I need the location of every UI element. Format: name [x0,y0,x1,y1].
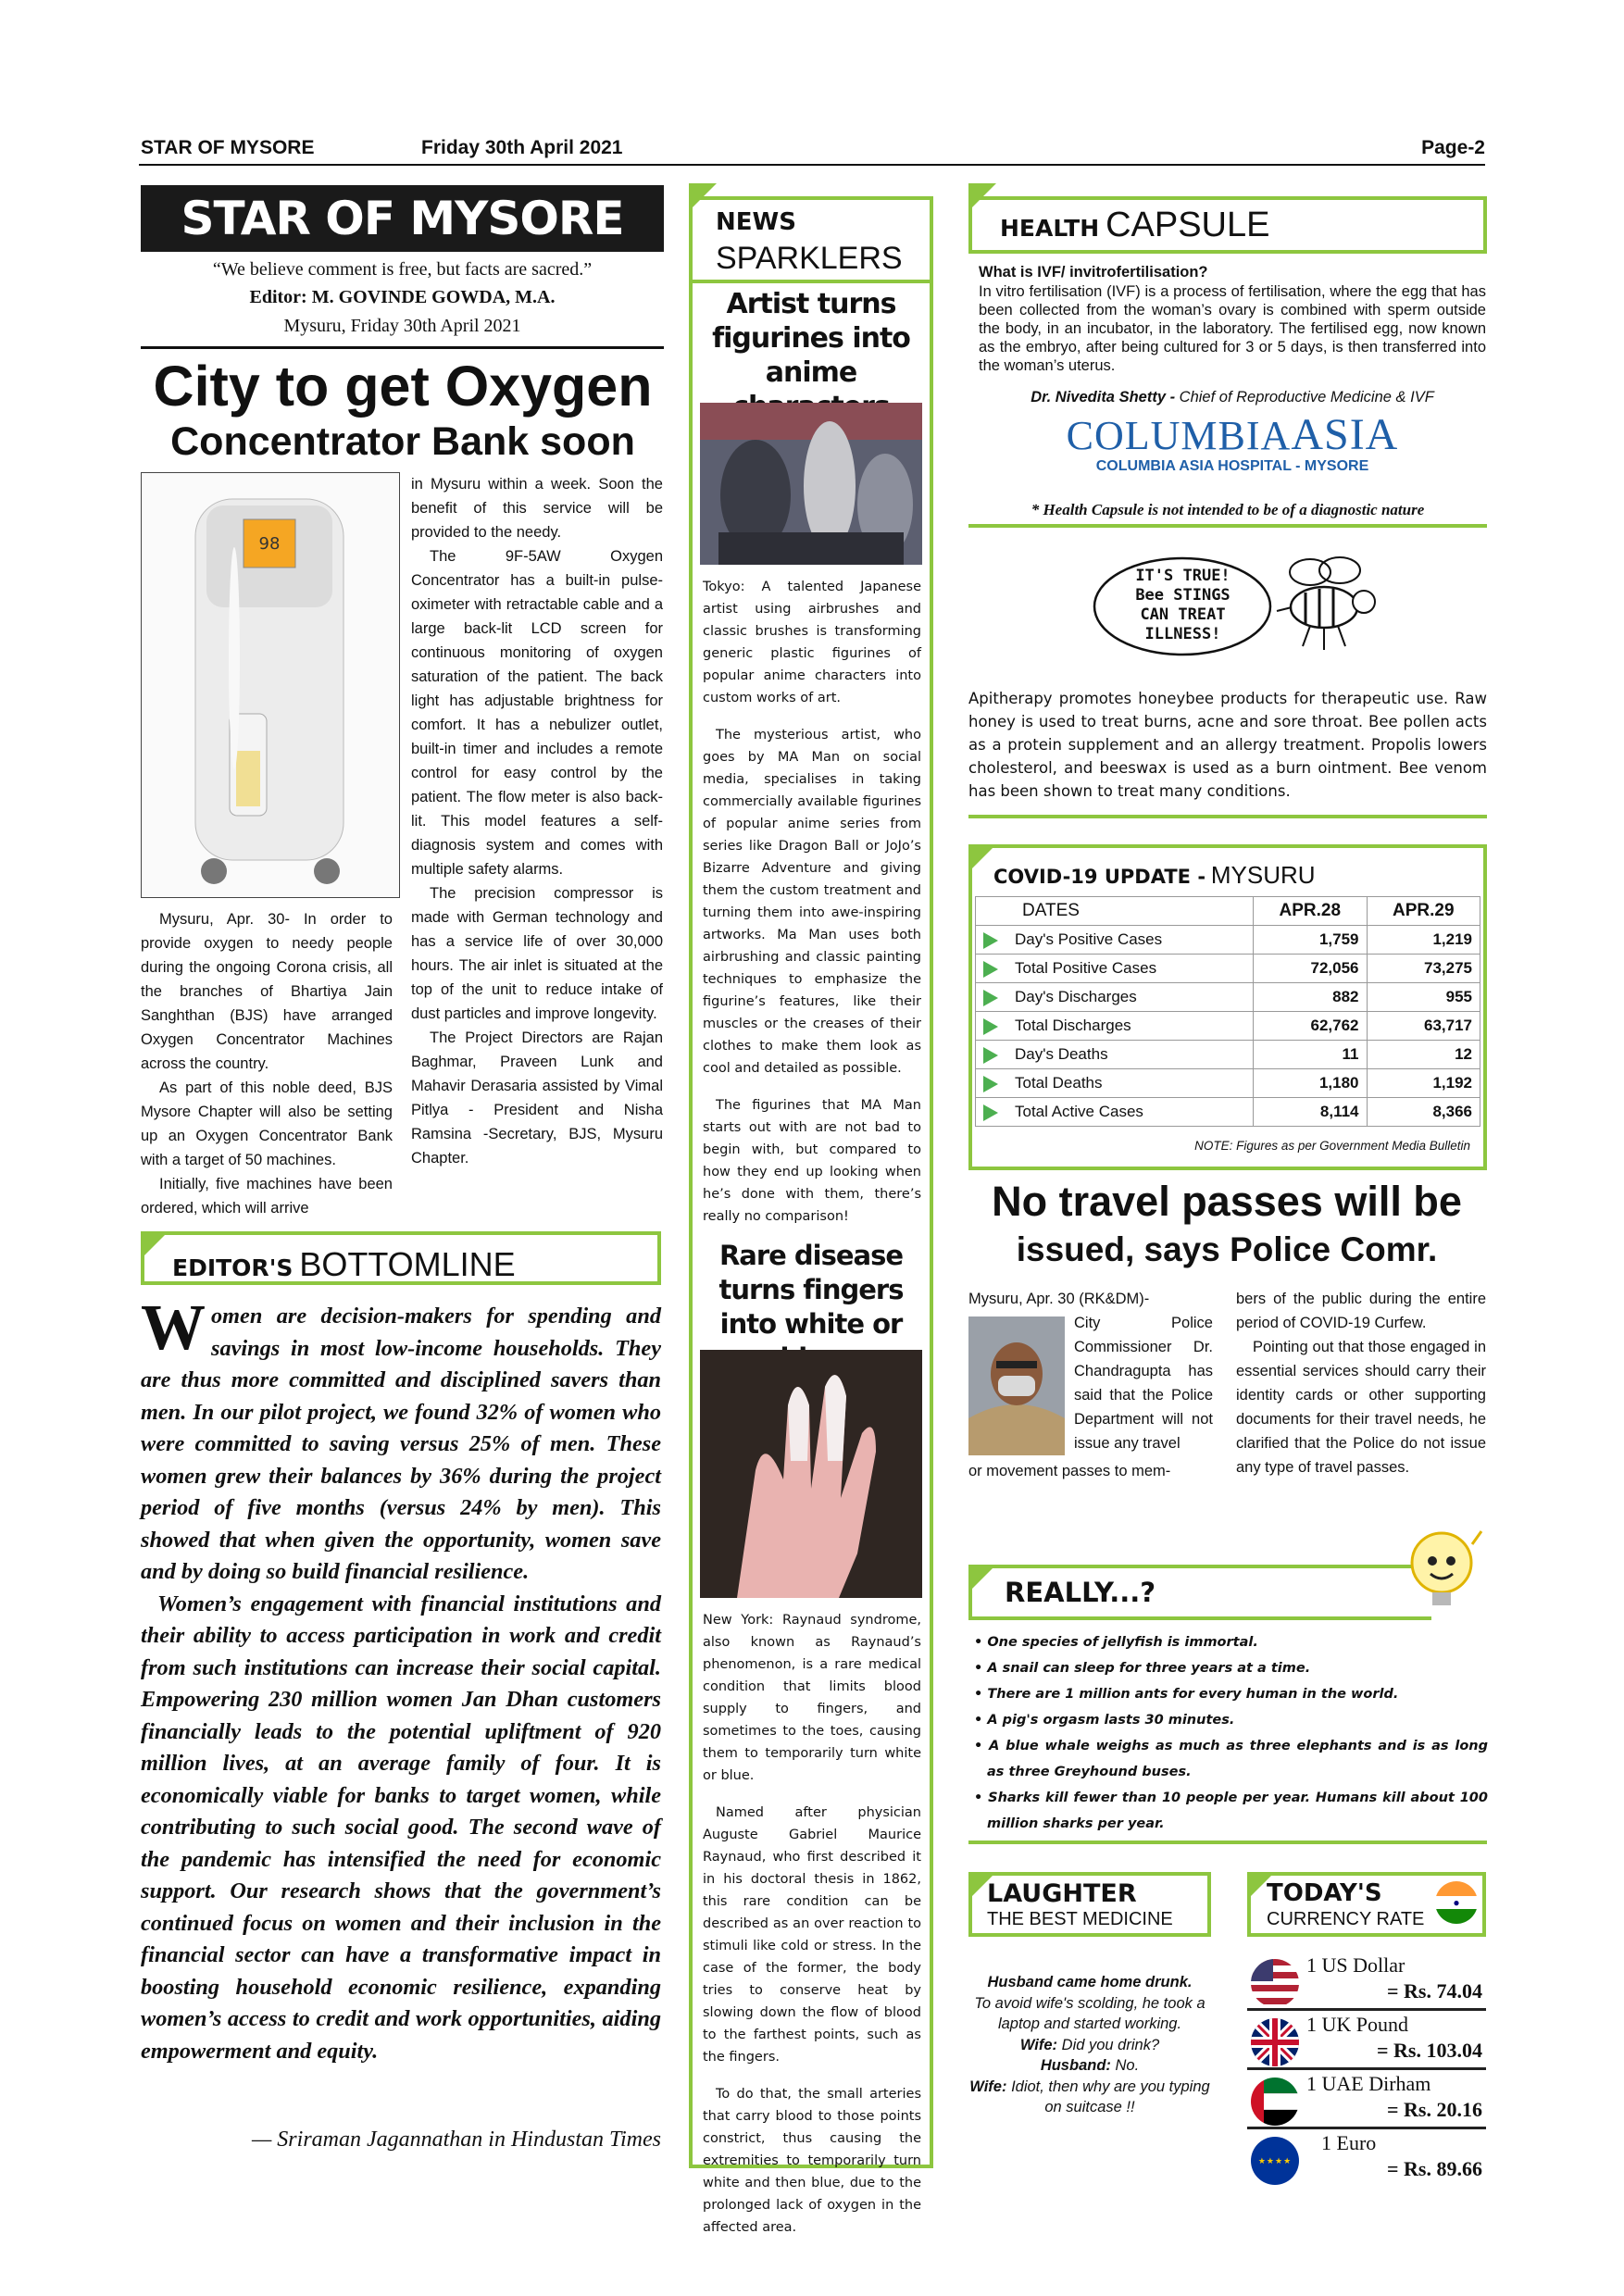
masthead-title: STAR OF MYSORE [141,185,664,252]
currency-row [1247,1952,1486,2011]
travel-subheadline: issued, says Police Comr. [1016,1230,1438,1268]
arrow-icon [983,961,998,978]
story2-para: Named after physician Auguste Gabriel Maurice Raynaud, who first described it in his doctoral thesis in 1862, this rare condition can be described as an over reaction to stimuli like cold or stress. In the case of the former, the body tries to conserve heat by slowing down the flow of blood to the farthest points, such as the fingers. [703,1805,921,2065]
story1-para: The figurines that MA Man starts out with are not bad to begin with, but compared to how they end up looking when he’s done with them, there’s really no comparison! [703,1098,921,1224]
oxygen-para: Initially, five machines have been ordered, which will arrive [141,1176,393,1217]
story2-para: To do that, the small arteries that carry blood to those points constrict, thus causing the extremities to temporarily turn white and then blue, due to the prolonged lack of oxygen in the affected area. [703,2087,921,2235]
travel-wrap-text: City Police Commissioner Dr. Chandragupta has said that the Police Department will not issue any travel [1074,1315,1213,1452]
police-commissioner-photo [968,1316,1065,1455]
bee-bottom-rule [968,815,1487,818]
travel-headline: No travel passes will be [992,1178,1462,1225]
bee-text: Apitherapy promotes honeybee products for therapeutic use. Raw honey is used to treat burns, acne and sore throat. Bee pollen acts as a protein supplement and an allergy treatment. Propolis lowers cholesterol, and beeswax is used as a burn ointment. Bee venom has been shown to treat many conditions. [968,690,1487,800]
health-doctor [979,389,1486,406]
covid-label [993,861,1316,890]
joke-speaker: Husband: [1040,2057,1111,2074]
header-date: Friday 30th April 2021 [421,137,623,158]
currency-label-bold: TODAY'S [1267,1879,1382,1907]
arrow-icon [983,932,998,949]
joke-line: Idiot, then why are you typing on suitcase !! [1006,2078,1210,2115]
really-bottom-rule [968,1841,1487,1844]
arrow-icon [983,1076,998,1092]
travel-para: Pointing out that those engaged in essential services should carry their identity cards or other supporting documents for their travel needs, he clarified that the Police do not issue any type of travel passes. [1236,1339,1486,1476]
fact-text: A snail can sleep for three years at a time. [987,1661,1311,1676]
list-item: • One species of jellyfish is immortal. [974,1635,1258,1650]
covid-cell: 11 [1254,1041,1368,1069]
currency-value: = Rs. 103.04 [1377,2039,1482,2062]
covid-header-row [976,897,1480,926]
story1-headline: Artist turns figurines into anime [712,288,910,389]
covid-row-label: Day's Deaths [1015,1045,1108,1063]
travel-left-end: or movement passes to mem- [968,1463,1171,1479]
health-answer: In vitro fertilisation (IVF) is a process of fertilisation, where the egg that has been collected from the woman’s ovary is combined with sperm outside the body, in an incubator, in the laboratory. The fertilised egg, now known as the embryo, after being cultured for 3 or 5 days, is then transferred into the woman’s uterus. [979,283,1486,374]
masthead-editor: Editor: M. GOVINDE GOWDA, M.A. [249,287,556,307]
fact-text: A pig's orgasm lasts 30 minutes. [987,1713,1235,1728]
masthead-dateline: Mysuru, Friday 30th April 2021 [283,316,521,336]
covid-cell: 8,366 [1367,1098,1480,1127]
arrow-icon [983,1047,998,1064]
news-label-bold: NEWS [716,208,796,236]
header-rule [139,164,1485,166]
table-row [976,1041,1480,1069]
laughter-label-light: THE BEST MEDICINE [987,1909,1173,1929]
really-flag-corner [968,1565,996,1592]
currency-row [1247,2011,1486,2070]
arrow-icon [983,990,998,1006]
currency-label-light: CURRENCY RATE [1267,1909,1425,1929]
covid-cell: 1,180 [1254,1069,1368,1098]
raynaud-hand-photo [700,1350,922,1598]
editor-label-bold: EDITOR'S [172,1254,294,1281]
device-display-reading: 98 [258,534,281,554]
covid-row-label: Total Deaths [1015,1074,1103,1092]
oxygen-left-column [141,907,393,1220]
fact-text: A blue whale weighs as much as three elephants and is as long as three Greyhound buses. [987,1739,1489,1779]
covid-row-label: Day's Discharges [1015,988,1137,1005]
covid-label-light: MYSURU [1210,861,1316,889]
health-label [1000,206,1269,245]
really-facts-list [974,1629,1488,1837]
bubble-line: CAN TREAT [1140,605,1226,624]
oxygen-right-column [411,472,663,1170]
bee-cartoon-icon [1273,554,1384,655]
covid-header-cell: DATES [976,897,1254,926]
health-flag-corner [968,183,996,211]
hospital-name: COLUMBIA ASIA HOSPITAL - MYSORE [1095,458,1369,474]
currency-row [1247,2070,1486,2129]
fact-text: One species of jellyfish is immortal. [987,1635,1258,1650]
health-bottom-rule [968,524,1487,528]
editor-bottomline-label [172,1245,516,1284]
health-label-light: CAPSULE [1106,206,1270,244]
oxygen-para: in Mysuru within a week. Soon the benefit of this service will be provided to the needy. [411,476,663,541]
editor-dropcap: W [141,1292,206,1364]
joke-line: No. [1110,2057,1140,2074]
covid-cell: 955 [1367,983,1480,1012]
story2-body [703,1609,921,2253]
oxygen-subheadline: Concentrator Bank soon [170,419,635,464]
covid-cell: 73,275 [1367,955,1480,983]
currency-name: 1 UK Pound [1306,2013,1409,2036]
health-disclaimer: * Health Capsule is not intended to be of a diagnostic nature [1031,501,1425,518]
oxygen-headline: City to get Oxygen [153,355,653,418]
covid-cell: 72,056 [1254,955,1368,983]
covid-header-cell: APR.28 [1254,897,1368,926]
currency-row [1247,2129,1486,2189]
currency-value: = Rs. 74.04 [1387,1979,1482,2003]
currency-value: = Rs. 20.16 [1387,2098,1482,2121]
story1-body [703,576,921,1242]
currency-name: 1 Euro [1321,2131,1377,2154]
travel-left-column [968,1287,1213,1483]
travel-intro: Mysuru, Apr. 30 (RK&DM)- [968,1291,1150,1307]
currency-list [1247,1952,1486,2189]
health-label-bold: HEALTH [1000,215,1100,242]
doctor-title: Chief of Reproductive Medicine & IVF [1175,389,1434,406]
logo-word-1: COLUMBIA [1066,413,1292,458]
table-row [976,983,1480,1012]
oxygen-para: Mysuru, Apr. 30- In order to provide oxygen to needy people during the ongoing Corona crisis, all the branches of Bhartiya Jain Sanghthan (BJS) have arranged Oxygen Concentrator Machines across the country. [141,911,393,1072]
oxygen-concentrator-photo [141,472,400,898]
covid-header-cell: APR.29 [1367,897,1480,926]
us-flag-icon [1251,1959,1299,2007]
header-page-number: Page-2 [1421,137,1485,158]
joke-speaker: Wife: [969,2078,1007,2095]
covid-cell: 12 [1367,1041,1480,1069]
table-row [976,955,1480,983]
table-row [976,926,1480,955]
fact-text: Sharks kill fewer than 10 people per year. Humans kill about 100 million sharks per year. [987,1791,1488,1831]
covid-flag-corner [968,844,996,872]
covid-cell: 63,717 [1367,1012,1480,1041]
list-item: • A pig's orgasm lasts 30 minutes. [974,1713,1235,1728]
bubble-line: IT'S TRUE! [1135,567,1230,585]
list-item: • A snail can sleep for three years at a time. [974,1661,1311,1676]
covid-cell: 882 [1254,983,1368,1012]
oxygen-para: The precision compressor is made with German technology and has a service life of over 30,000 hours. The air inlet is situated at the top of the unit to reduce intake of dust particles and improve longevity. [411,885,663,1022]
table-row [976,1012,1480,1041]
masthead-motto: “We believe comment is free, but facts are sacred.” [212,259,593,280]
oxygen-para: The 9F-5AW Oxygen Concentrator has a built-in pulse-oximeter with retractable cable and a large back-lit LCD screen for continuous monitoring of oxygen saturation of the patient. The back light has adjustable brightness for comfort. It has a nebulizer outlet, built-in timer and includes a remote control for easy control by the patient. The flow meter is also back-lit. This model features a self-diagnosis system and comes with multiple safety alarms. [411,548,663,878]
covid-row-label: Total Positive Cases [1015,959,1157,977]
editor-text [141,1292,661,2067]
joke-line: Husband came home drunk. [987,1974,1193,1990]
uk-flag-icon [1251,2018,1299,2066]
bubble-line: ILLNESS! [1144,625,1221,643]
bubble-line: Bee STINGS [1135,586,1230,605]
header-paper-name: STAR OF MYSORE [141,137,315,158]
covid-row-label: Day's Positive Cases [1015,930,1163,948]
currency-name: 1 UAE Dirham [1306,2072,1431,2095]
covid-cell: 1,219 [1367,926,1480,955]
editor-para-2: Women’s engagement with financial institutions and their ability to access participation in work and credit from such institutions can increase their social capital. Empowering 230 million women Jan Dhan customers financially leads to the potential upliftment of 920 million lives, at an average family of four. It is economically viable for banks to target women, while contributing to such social good. The second wave of the pandemic has intensified the need for economic support. Our research shows that the government’s continued focus on women and their inclusion in the financial sector can have a transformative impact in boosting household economic resilience, expanding women’s access to credit and work opportunities, aiding empowerment and equity. [141,1591,661,2064]
covid-cell: 1,192 [1367,1069,1480,1098]
news-flag-corner [689,183,717,211]
joke-speaker: Wife: [1019,2036,1058,2053]
laughter-joke [968,1972,1211,2118]
editor-para-1: omen are decision-makers for spending and savings in most low-income households. They are thus more committed and disciplined savers than men. In our pilot project, we found 32% of women who were committed to saving versus 25% of men. These women grew their balances by 36% during the project period of five months (versus 24% by men). This showed that when given the opportunity, women save and by doing so build financial resilience. [141,1304,661,1584]
columbia-asia-logo [979,409,1486,460]
logo-word-2: ASIA [1291,410,1399,459]
travel-right-column [1236,1287,1486,1479]
bee-speech-bubble [1093,555,1273,657]
laughter-label-bold: LAUGHTER [987,1879,1137,1908]
india-flag-icon: ● [1435,1881,1478,1924]
masthead-rule [141,346,664,349]
list-item: • Sharks kill fewer than 10 people per year. Humans kill about 100 million sharks per year. [974,1791,1488,1831]
list-item: • A blue whale weighs as much as three elephants and is as long as three Greyhound buses. [974,1739,1489,1779]
covid-cell: 62,762 [1254,1012,1368,1041]
eu-flag-icon: ★★★★ [1251,2137,1299,2185]
story2-headline: Rare disease turns fingers into white or [718,1240,904,1340]
editor-label-light: BOTTOMLINE [299,1245,516,1283]
editor-byline: — Sriraman Jagannathan in Hindustan Times [251,2128,661,2152]
covid-cell: 8,114 [1254,1098,1368,1127]
joke-line: Did you drink? [1057,2036,1160,2053]
arrow-icon [983,1018,998,1035]
covid-label-bold: COVID-19 UPDATE - [993,866,1206,888]
lightbulb-mascot-icon [1400,1526,1483,1618]
doctor-name: Dr. Nivedita Shetty - [1031,389,1176,406]
currency-name: 1 US Dollar [1306,1953,1405,1977]
list-item: • There are 1 million ants for every human in the world. [974,1687,1399,1702]
covid-table [975,896,1480,1127]
oxygen-para: The Project Directors are Rajan Baghmar, Praveen Lunk and Mahavir Derasaria assisted by Vimal Pitlya - President and Nisha Ramsina -Secretary, BJS, Mysuru Chapter. [411,1029,663,1167]
really-label: REALLY...? [1005,1577,1156,1608]
covid-note: NOTE: Figures as per Government Media Bulletin [1194,1139,1470,1153]
fact-text: There are 1 million ants for every human in the world. [987,1687,1399,1702]
covid-cell: 1,759 [1254,926,1368,955]
story1-para: Tokyo: A talented Japanese artist using airbrushes and classic brushes is transforming generic plastic figurines of popular anime characters into custom works of art. [703,580,921,705]
covid-row-label: Total Active Cases [1015,1103,1143,1120]
story2-para: New York: Raynaud syndrome, also known as Raynaud’s phenomenon, is a rare medical condition that limits blood supply to fingers, and sometimes to the toes, causing them to temporarily turn white or blue. [703,1613,921,1783]
oxygen-para: As part of this noble deed, BJS Mysore Chapter will also be setting up an Oxygen Concentrator Bank with a target of 50 machines. [141,1079,393,1168]
health-question: What is IVF/ invitrofertilisation? [979,264,1208,281]
editor-flag-corner [141,1231,169,1259]
travel-para: bers of the public during the entire period of COVID-19 Curfew. [1236,1291,1486,1331]
table-row [976,1069,1480,1098]
currency-value: = Rs. 89.66 [1387,2157,1482,2180]
news-label-light: SPARKLERS [716,241,903,276]
anime-figurines-photo [700,403,922,565]
joke-line: To avoid wife's scolding, he took a laptop and started working. [974,1994,1206,2032]
uae-flag-icon [1251,2078,1299,2126]
covid-row-label: Total Discharges [1015,1017,1131,1034]
arrow-icon [983,1104,998,1121]
table-row [976,1098,1480,1127]
story1-para: The mysterious artist, who goes by MA Man on social media, specialises in taking commercially available figurines of popular anime series from series like Dragon Ball or JoJo’s Bizarre Adventure and giving them the custom treatment and turning them into awe-inspiring artworks. Ma Man uses both airbrushing and classic painting techniques to emphasize the figurine’s features, like their muscles or the creases of their clothes to make them look as cool and detailed as possible. [703,728,921,1076]
